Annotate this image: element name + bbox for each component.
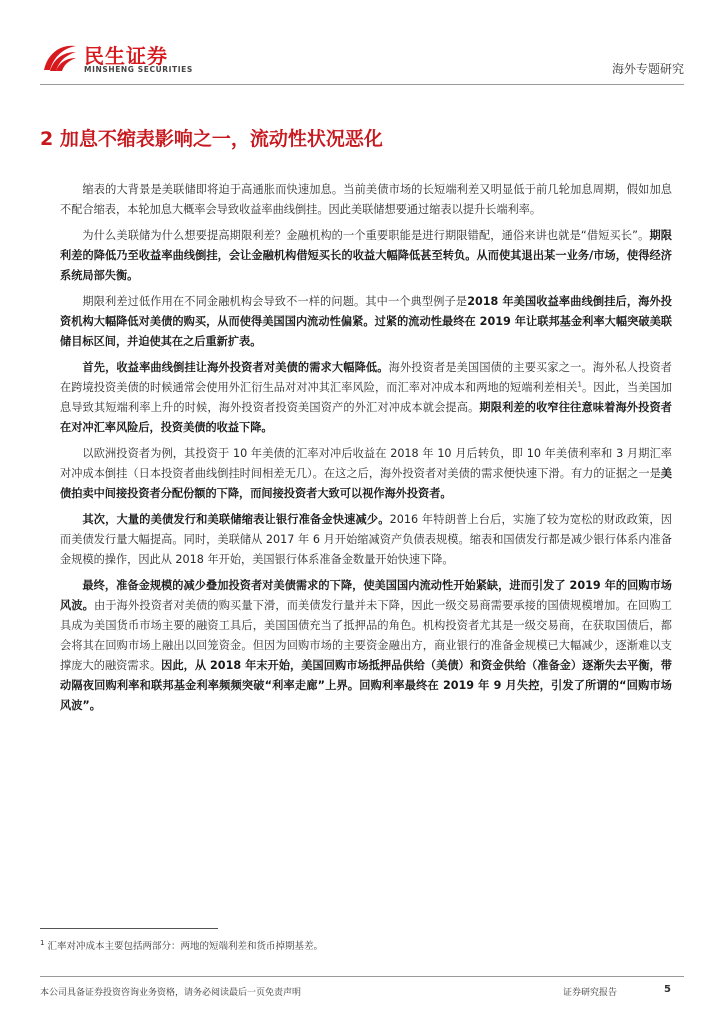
bold-text: 期限利差的降低乃至收益率曲线倒挂，会让金融机构借短买长的收益大幅降低甚至转负。从而使其退出某一业务/市场，使得经济系统局部失衡。 <box>60 229 672 282</box>
text-run: 为什么美联储为什么想要提高期限利差？金融机构的一个重要职能是进行期限错配，通俗来讲也就是“借短买长”。 <box>82 229 650 242</box>
company-logo <box>40 36 210 80</box>
minsheng-logo-icon <box>40 40 80 76</box>
bold-text: 其次，大量的美债发行和美联储缩表让银行准备金快速减少。 <box>82 513 390 526</box>
page-number: 5 <box>664 984 671 995</box>
bold-text: 最终，准备金规模的减少叠加投资者对美债需求的下降，使美国国内流动性开始紧缺，进而引发了 2019 年的回购市场风波。 <box>60 579 672 612</box>
bold-text: 美债拍卖中间接投资者分配份额的下降，而间接投资者大致可以视作海外投资者。 <box>60 467 672 500</box>
text-run: 期限利差过低作用在不同金融机构会导致不一样的问题。其中一个典型例子是 <box>82 295 468 308</box>
footnote-number: 1 <box>40 938 45 947</box>
paragraph <box>60 226 672 286</box>
paragraph <box>60 358 672 438</box>
paragraph <box>60 510 672 570</box>
footer-disclaimer: 本公司具备证券投资咨询业务资格，请务必阅读最后一页免责声明 <box>40 988 302 998</box>
header-divider <box>40 84 684 85</box>
bold-text: 首先，收益率曲线倒挂让海外投资者对美债的需求大幅降低。 <box>82 361 389 374</box>
paragraph <box>60 292 672 352</box>
report-type-label: 海外专题研究 <box>611 62 684 76</box>
paragraph <box>60 444 672 504</box>
text-run: 海外投资者是美国国债的主要买家之一。海外私人投资者在跨境投资美债的时候通常会使用外汇衍生品对对冲其汇率风险，而汇率对冲成本和两地的短端利差相关 <box>60 361 672 394</box>
footnote-text: 汇率对冲成本主要包括两部分：两地的短端利差和货币掉期基差。 <box>47 941 324 952</box>
bold-text: 2018 年美国收益率曲线倒挂后，海外投资机构大幅降低对美债的购买，从而使得美国国内流动性偏紧。过紧的流动性最终在 2019 年让联邦基金利率大幅突破美联储目标区间，并迫使其在之后重新扩表。 <box>60 295 672 348</box>
text-run: 缩表的大背景是美联储即将迫于高通胀而快速加息。当前美债市场的长短端利差又明显低于前几轮加息周期，假如加息不配合缩表，本轮加息大概率会导致收益率曲线倒挂。因此美联储想要通过缩表以提升长端利率。 <box>60 183 672 216</box>
footnote-ref: 1 <box>577 380 582 389</box>
page-header <box>40 36 684 84</box>
footnote-divider <box>40 928 218 929</box>
text-run: 2016 年特朗普上台后，实施了较为宽松的财政政策，因而美债发行量大幅提高。同时，美联储从 2017 年 6 月开始缩减资产负债表规模。缩表和国债发行都是减少银行体系内准备金规模的操作，因此从 2018 年开始，美国银行体系准备金数量开始快速下降。 <box>60 513 672 566</box>
text-run: 由于海外投资者对美债的购买量下滑，而美债发行量并未下降，因此一级交易商需要承接的国债规模增加。在回购工具成为美国货币市场主要的融资工具后，美国国债充当了抵押品的角色。机构投资者尤其是一级交易商，在获取国债后，都会将其在回购市场上融出以回笼资金。但因为回购市场的主要资金融出方，商业银行的准备金规模已大幅减少，逐渐难以支撑庞大的融资需求。 <box>60 599 672 672</box>
paragraph <box>60 180 672 220</box>
bold-text: 期限利差的收窄往往意味着海外投资者在对冲汇率风险后，投资美债的收益下降。 <box>60 401 672 434</box>
footer-report-label: 证券研究报告 <box>563 988 618 998</box>
text-run: 。因此，当美国加息导致其短端利率上升的时候，海外投资者投资美国资产的外汇对冲成本就会提高。 <box>60 381 672 414</box>
section-title: 2 加息不缩表影响之一，流动性状况恶化 <box>40 128 383 150</box>
paragraph <box>60 576 672 716</box>
bold-text: 因此，从 2018 年末开始，美国回购市场抵押品供给（美债）和资金供给（准备金）逐渐失去平衡，带动隔夜回购利率和联邦基金利率频频突破“利率走廊”上界。回购利率最终在 2019 年 9 月失控，引发了所谓的“回购市场风波”。 <box>60 659 672 712</box>
text-run: 以欧洲投资者为例，其投资于 10 年美债的汇率对冲后收益在 2018 年 10 月后转负，即 10 年美债利率和 3 月期汇率对冲成本倒挂（日本投资者曲线倒挂时间相差无几）。在这之后，海外投资者对美债的需求便快速下滑。有力的证据之一是 <box>60 447 672 480</box>
logo-english-name: MINSHENG SECURITIES <box>84 65 193 74</box>
footer-divider <box>40 976 684 977</box>
body-text <box>60 180 672 722</box>
logo-chinese-name: 民生证券 <box>84 44 168 68</box>
footnote <box>40 938 680 952</box>
